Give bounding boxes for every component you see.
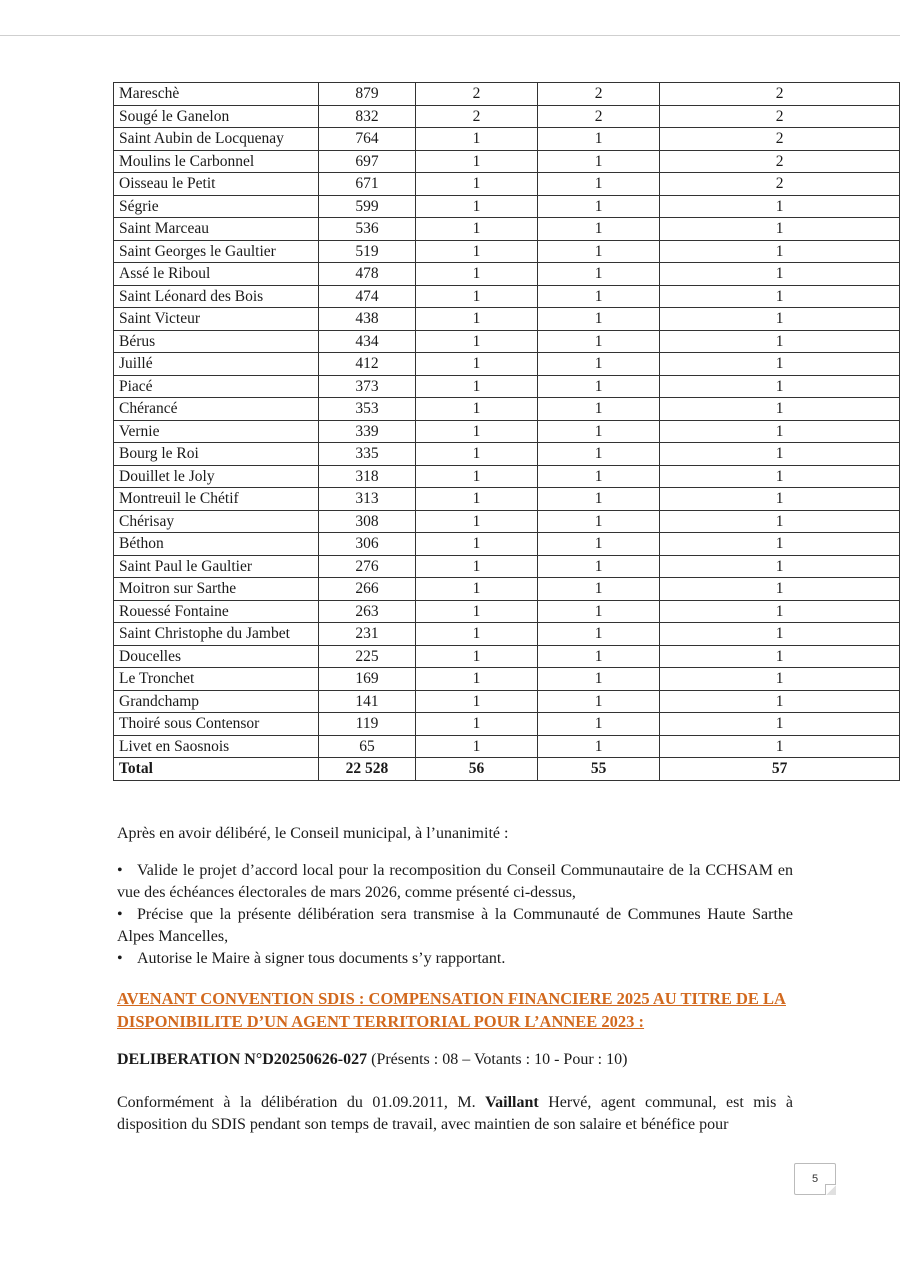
commune-name-cell: Thoiré sous Contensor — [114, 713, 319, 736]
commune-name-cell: Livet en Saosnois — [114, 735, 319, 758]
bullet-icon: • — [117, 950, 123, 967]
decision-text: Précise que la présente délibération sera transmise à la Communauté de Communes Haute Sarthe Alpes Mancelles, — [117, 906, 793, 945]
value-cell: 1 — [415, 623, 537, 646]
commune-name-cell: Assé le Riboul — [114, 263, 319, 286]
value-cell: 412 — [319, 353, 416, 376]
commune-name-cell: Bourg le Roi — [114, 443, 319, 466]
commune-name-cell: Grandchamp — [114, 690, 319, 713]
deliberation-number: DELIBERATION N°D20250626-027 — [117, 1051, 368, 1068]
commune-name-cell: Mareschè — [114, 83, 319, 106]
commune-name-cell: Saint Christophe du Jambet — [114, 623, 319, 646]
table-row — [114, 105, 900, 128]
value-cell: 1 — [538, 555, 660, 578]
value-cell: 1 — [415, 398, 537, 421]
value-cell: 1 — [660, 623, 900, 646]
value-cell: 1 — [538, 668, 660, 691]
value-cell: 119 — [319, 713, 416, 736]
intro-paragraph: Après en avoir délibéré, le Conseil municipal, à l’unanimité : — [117, 825, 509, 842]
value-cell: 1 — [415, 263, 537, 286]
communes-table — [113, 82, 900, 781]
value-cell: 1 — [415, 375, 537, 398]
value-cell: 1 — [660, 353, 900, 376]
commune-name-cell: Piacé — [114, 375, 319, 398]
commune-name-cell: Chérisay — [114, 510, 319, 533]
value-cell: 1 — [415, 353, 537, 376]
commune-name-cell: Doucelles — [114, 645, 319, 668]
value-cell: 1 — [538, 533, 660, 556]
table-row — [114, 330, 900, 353]
value-cell: 1 — [538, 353, 660, 376]
value-cell: 1 — [415, 510, 537, 533]
table-row — [114, 128, 900, 151]
value-cell: 671 — [319, 173, 416, 196]
value-cell: 1 — [415, 195, 537, 218]
value-cell: 1 — [538, 488, 660, 511]
communes-table-body — [114, 83, 900, 781]
commune-name-cell: Saint Léonard des Bois — [114, 285, 319, 308]
value-cell: 1 — [660, 330, 900, 353]
value-cell: 1 — [538, 285, 660, 308]
value-cell: 2 — [660, 173, 900, 196]
value-cell: 1 — [415, 488, 537, 511]
commune-name-cell: Rouessé Fontaine — [114, 600, 319, 623]
decision-text: Valide le projet d’accord local pour la recomposition du Conseil Communautaire de la CCHSAM en vue des échéances électorales de mars 2026, comme présenté ci-dessus, — [117, 862, 793, 901]
page-number: 5 — [794, 1163, 836, 1195]
commune-name-cell: Oisseau le Petit — [114, 173, 319, 196]
value-cell: 1 — [415, 645, 537, 668]
value-cell: 1 — [415, 150, 537, 173]
table-row — [114, 218, 900, 241]
value-cell: 1 — [660, 578, 900, 601]
value-cell: 764 — [319, 128, 416, 151]
value-cell: 1 — [660, 308, 900, 331]
value-cell: 2 — [415, 105, 537, 128]
value-cell: 1 — [538, 218, 660, 241]
table-row — [114, 645, 900, 668]
value-cell: 306 — [319, 533, 416, 556]
value-cell: 697 — [319, 150, 416, 173]
value-cell: 266 — [319, 578, 416, 601]
value-cell: 1 — [538, 465, 660, 488]
commune-name-cell: Chérancé — [114, 398, 319, 421]
commune-name-cell: Saint Victeur — [114, 308, 319, 331]
value-cell: 1 — [660, 645, 900, 668]
value-cell: 1 — [660, 735, 900, 758]
value-cell: 1 — [660, 713, 900, 736]
table-row — [114, 353, 900, 376]
value-cell: 1 — [538, 645, 660, 668]
commune-name-cell: Saint Georges le Gaultier — [114, 240, 319, 263]
value-cell: 1 — [415, 533, 537, 556]
table-total-row — [114, 758, 900, 781]
agent-name: Vaillant — [485, 1094, 539, 1111]
table-row — [114, 398, 900, 421]
value-cell: 1 — [538, 443, 660, 466]
value-cell: 1 — [660, 533, 900, 556]
value-cell: 335 — [319, 443, 416, 466]
value-cell: 1 — [660, 443, 900, 466]
value-cell: 1 — [660, 263, 900, 286]
value-cell: 1 — [415, 713, 537, 736]
table-row — [114, 465, 900, 488]
value-cell: 1 — [538, 173, 660, 196]
decision-list — [117, 860, 793, 970]
value-cell: 373 — [319, 375, 416, 398]
commune-name-cell: Moitron sur Sarthe — [114, 578, 319, 601]
value-cell: 1 — [415, 690, 537, 713]
table-row — [114, 195, 900, 218]
value-cell: 434 — [319, 330, 416, 353]
value-cell: 263 — [319, 600, 416, 623]
body-text-start: Conformément à la délibération du 01.09.2011, M. — [117, 1094, 486, 1111]
value-cell: 474 — [319, 285, 416, 308]
value-cell: 1 — [415, 128, 537, 151]
value-cell: 1 — [660, 240, 900, 263]
value-cell: 519 — [319, 240, 416, 263]
value-cell: 55 — [538, 758, 660, 781]
table-row — [114, 173, 900, 196]
bullet-icon: • — [117, 862, 123, 879]
value-cell: 1 — [660, 218, 900, 241]
decision-text: Autorise le Maire à signer tous documents s’y rapportant. — [137, 950, 506, 967]
table-row — [114, 533, 900, 556]
value-cell: 1 — [415, 555, 537, 578]
commune-name-cell: Montreuil le Chétif — [114, 488, 319, 511]
value-cell: 1 — [538, 510, 660, 533]
value-cell: 1 — [660, 555, 900, 578]
table-row — [114, 308, 900, 331]
value-cell: 1 — [660, 285, 900, 308]
value-cell: 1 — [538, 713, 660, 736]
commune-name-cell: Béthon — [114, 533, 319, 556]
value-cell: 65 — [319, 735, 416, 758]
value-cell: 1 — [538, 375, 660, 398]
value-cell: 1 — [660, 488, 900, 511]
value-cell: 22 528 — [319, 758, 416, 781]
value-cell: 1 — [538, 623, 660, 646]
commune-name-cell: Saint Marceau — [114, 218, 319, 241]
value-cell: 1 — [415, 465, 537, 488]
value-cell: 313 — [319, 488, 416, 511]
value-cell: 1 — [538, 735, 660, 758]
value-cell: 1 — [415, 443, 537, 466]
value-cell: 56 — [415, 758, 537, 781]
table-row — [114, 150, 900, 173]
value-cell: 1 — [415, 578, 537, 601]
table-row — [114, 263, 900, 286]
commune-name-cell: Douillet le Joly — [114, 465, 319, 488]
table-row — [114, 375, 900, 398]
value-cell: 1 — [660, 510, 900, 533]
table-row — [114, 443, 900, 466]
value-cell: 1 — [660, 195, 900, 218]
deliberation-line — [117, 1049, 793, 1071]
commune-name-cell: Ségrie — [114, 195, 319, 218]
table-row — [114, 83, 900, 106]
value-cell: 1 — [660, 600, 900, 623]
page-top-rule — [0, 35, 900, 36]
value-cell: 1 — [660, 668, 900, 691]
table-row — [114, 488, 900, 511]
value-cell: 599 — [319, 195, 416, 218]
value-cell: 353 — [319, 398, 416, 421]
value-cell: 879 — [319, 83, 416, 106]
value-cell: 2 — [660, 83, 900, 106]
value-cell: 1 — [660, 420, 900, 443]
decision-item — [117, 948, 793, 970]
value-cell: 1 — [538, 330, 660, 353]
value-cell: 339 — [319, 420, 416, 443]
value-cell: 1 — [538, 150, 660, 173]
value-cell: 1 — [415, 420, 537, 443]
decision-item — [117, 860, 793, 904]
table-row — [114, 690, 900, 713]
table-row — [114, 578, 900, 601]
value-cell: 1 — [538, 690, 660, 713]
commune-name-cell: Vernie — [114, 420, 319, 443]
value-cell: 308 — [319, 510, 416, 533]
value-cell: 1 — [660, 375, 900, 398]
value-cell: 478 — [319, 263, 416, 286]
value-cell: 1 — [415, 668, 537, 691]
value-cell: 1 — [415, 735, 537, 758]
table-row — [114, 420, 900, 443]
value-cell: 1 — [415, 330, 537, 353]
commune-name-cell: Bérus — [114, 330, 319, 353]
commune-name-cell: Le Tronchet — [114, 668, 319, 691]
table-row — [114, 600, 900, 623]
table-row — [114, 735, 900, 758]
value-cell: 536 — [319, 218, 416, 241]
value-cell: 231 — [319, 623, 416, 646]
table-row — [114, 713, 900, 736]
value-cell: 1 — [415, 173, 537, 196]
decision-item — [117, 904, 793, 948]
value-cell: 1 — [538, 398, 660, 421]
commune-name-cell: Moulins le Carbonnel — [114, 150, 319, 173]
value-cell: 1 — [538, 195, 660, 218]
commune-name-cell: Sougé le Ganelon — [114, 105, 319, 128]
value-cell: 1 — [415, 285, 537, 308]
value-cell: 1 — [415, 218, 537, 241]
value-cell: 1 — [538, 420, 660, 443]
section-heading: AVENANT CONVENTION SDIS : COMPENSATION FINANCIERE 2025 AU TITRE DE LA DISPONIBILITE D’UN AGENT TERRITORIAL POUR L’ANNEE 2023 : — [117, 989, 786, 1031]
value-cell: 2 — [660, 150, 900, 173]
value-cell: 1 — [415, 240, 537, 263]
commune-name-cell: Juillé — [114, 353, 319, 376]
table-row — [114, 668, 900, 691]
value-cell: 1 — [538, 240, 660, 263]
value-cell: 2 — [538, 83, 660, 106]
table-row — [114, 623, 900, 646]
value-cell: 276 — [319, 555, 416, 578]
value-cell: 169 — [319, 668, 416, 691]
commune-name-cell: Saint Paul le Gaultier — [114, 555, 319, 578]
value-cell: 2 — [538, 105, 660, 128]
value-cell: 1 — [660, 398, 900, 421]
value-cell: 1 — [538, 578, 660, 601]
commune-name-cell: Saint Aubin de Locquenay — [114, 128, 319, 151]
value-cell: 832 — [319, 105, 416, 128]
table-row — [114, 240, 900, 263]
table-row — [114, 510, 900, 533]
value-cell: 141 — [319, 690, 416, 713]
bullet-icon: • — [117, 906, 123, 923]
value-cell: 1 — [660, 690, 900, 713]
value-cell: 1 — [538, 600, 660, 623]
value-cell: 2 — [660, 105, 900, 128]
commune-name-cell: Total — [114, 758, 319, 781]
deliberation-votes: (Présents : 08 – Votants : 10 - Pour : 10) — [367, 1051, 628, 1068]
value-cell: 1 — [415, 308, 537, 331]
value-cell: 1 — [538, 308, 660, 331]
value-cell: 57 — [660, 758, 900, 781]
value-cell: 225 — [319, 645, 416, 668]
body-paragraph — [117, 1092, 793, 1136]
value-cell: 318 — [319, 465, 416, 488]
value-cell: 438 — [319, 308, 416, 331]
table-row — [114, 555, 900, 578]
table-row — [114, 285, 900, 308]
value-cell: 1 — [415, 600, 537, 623]
value-cell: 2 — [415, 83, 537, 106]
value-cell: 1 — [538, 263, 660, 286]
value-cell: 1 — [538, 128, 660, 151]
value-cell: 1 — [660, 465, 900, 488]
body-text-end: Hervé, agent communal, est mis à disposition du SDIS pendant son temps de travail, avec maintien de son salaire et bénéfice pour — [117, 1094, 794, 1133]
value-cell: 2 — [660, 128, 900, 151]
